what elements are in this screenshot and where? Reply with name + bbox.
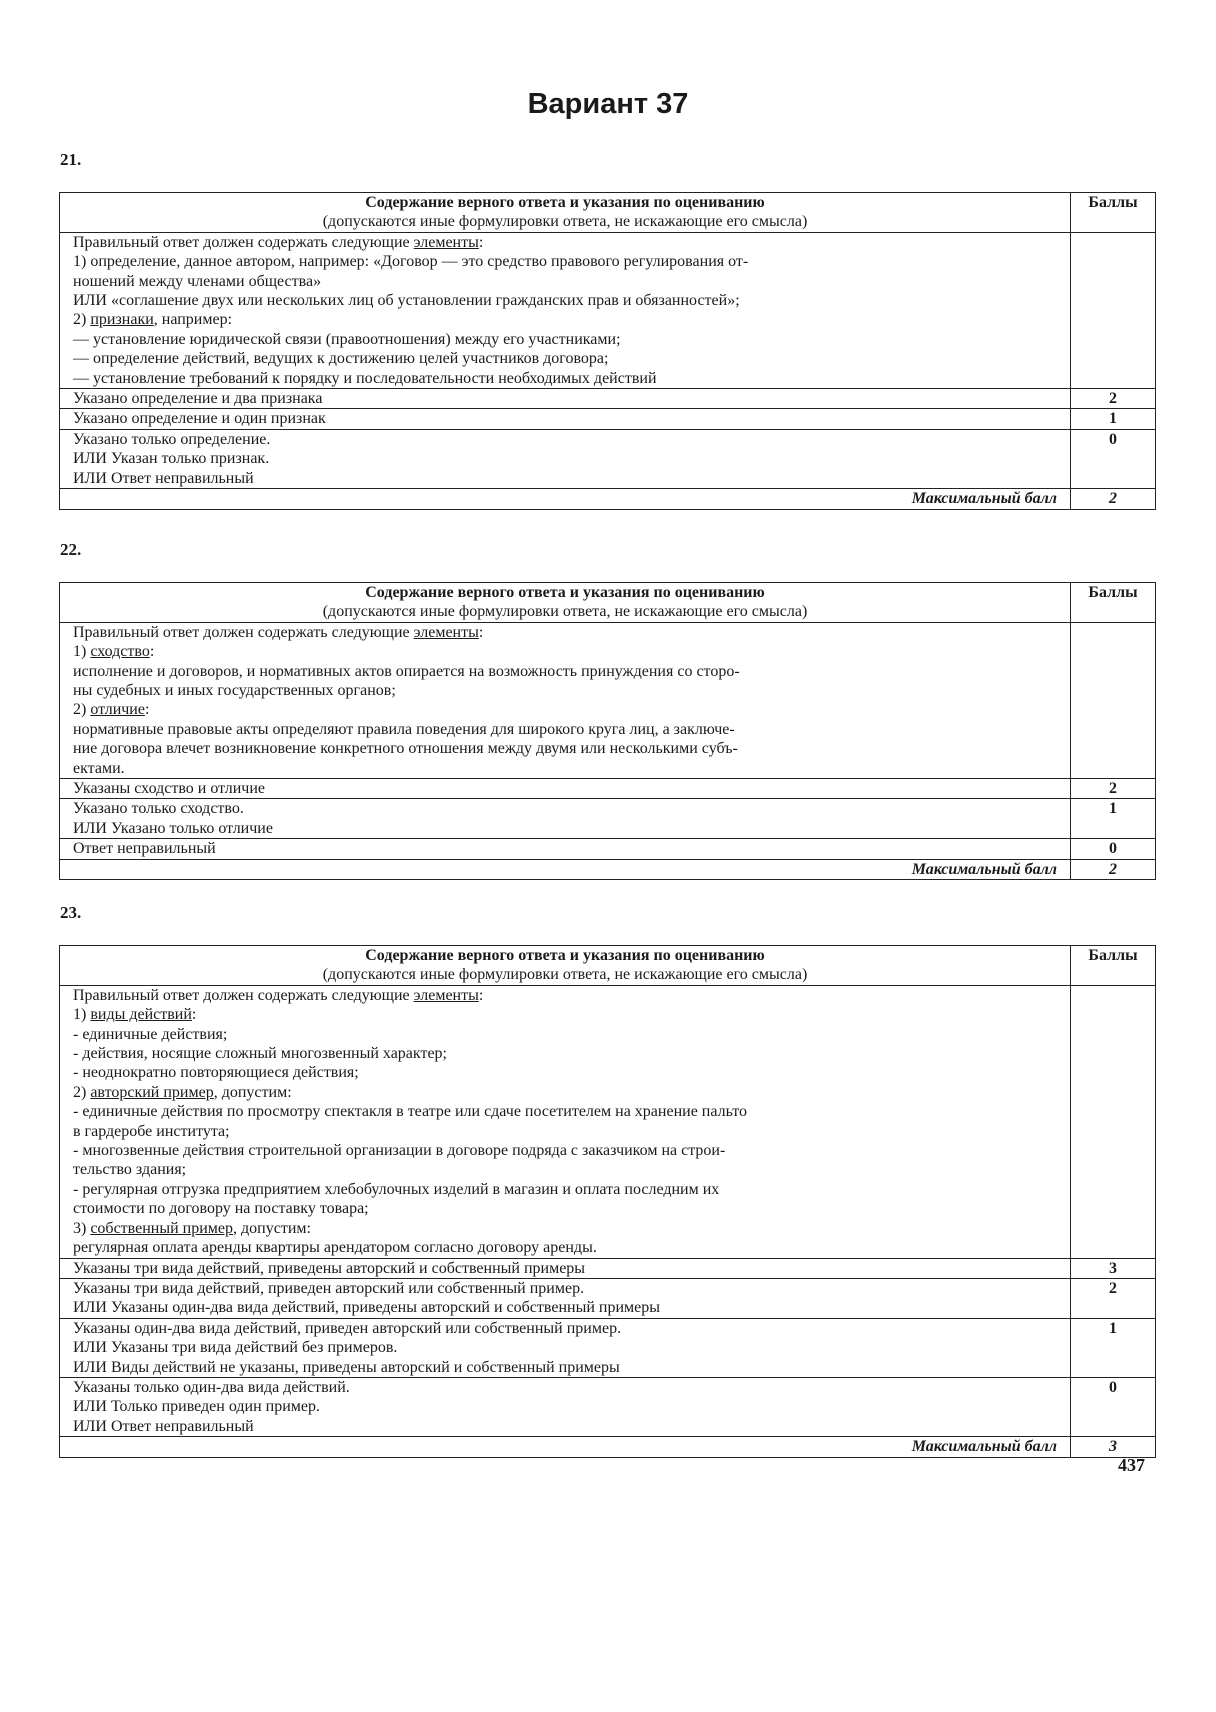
criteria-cell — [60, 1258, 1071, 1278]
content-line — [73, 1025, 1057, 1044]
criteria-line: Указаны три вида действий, приведен авторский или собственный пример. — [73, 1279, 585, 1297]
text-segment: , например: — [153, 311, 233, 329]
criteria-line: ИЛИ Указаны один-два вида действий, приведены авторский и собственный примеры — [73, 1299, 660, 1317]
score-value: 2 — [1071, 389, 1156, 409]
criteria-line: ИЛИ Указан только признак. — [73, 450, 270, 468]
content-line — [73, 330, 1057, 349]
content-line — [73, 1083, 1057, 1102]
criteria-cell — [60, 1318, 1071, 1377]
empty-score-cell — [1071, 985, 1156, 1258]
underlined-term: элементы — [413, 233, 479, 251]
content-line — [73, 272, 1057, 291]
scoring-table-22 — [59, 582, 1156, 880]
answer-content-row — [60, 232, 1156, 388]
header-score-cell: Баллы — [1071, 583, 1156, 623]
text-segment: - единичные действия; — [73, 1025, 228, 1043]
table-header-row — [60, 583, 1156, 623]
text-segment: : — [478, 623, 484, 641]
table-header-row — [60, 946, 1156, 986]
content-line — [73, 642, 1057, 661]
criteria-line: Указаны три вида действий, приведены авторский и собственный примеры — [73, 1259, 586, 1277]
question-number: 21. — [60, 150, 82, 169]
underlined-term: собственный пример — [90, 1219, 234, 1237]
criteria-line: ИЛИ Указаны три вида действий без примеров. — [73, 1339, 398, 1357]
criteria-row — [60, 1278, 1156, 1318]
criteria-row — [60, 1318, 1156, 1377]
content-line — [73, 1122, 1057, 1141]
header-content-cell — [60, 193, 1071, 233]
max-score-row — [60, 1437, 1156, 1457]
scoring-table-21 — [59, 192, 1156, 510]
text-segment: — установление юридической связи (правоотношения) между его участниками; — [73, 330, 621, 348]
text-segment: - действия, носящие сложный многозвенный характер; — [73, 1045, 447, 1063]
header-title: Содержание верного ответа и указания по оцениванию — [365, 947, 765, 964]
content-line — [73, 739, 1057, 758]
text-segment: 1) определение, данное автором, например: «Договор — это средство правового регулирования от- — [73, 253, 749, 271]
text-segment: : — [478, 986, 484, 1004]
underlined-term: отличие — [90, 701, 145, 719]
max-score-value: 3 — [1071, 1437, 1156, 1457]
score-value: 1 — [1071, 799, 1156, 839]
criteria-cell — [60, 1278, 1071, 1318]
score-value: 2 — [1071, 779, 1156, 799]
content-line — [73, 349, 1057, 368]
content-line — [73, 662, 1057, 681]
text-segment: - единичные действия по просмотру спектакля в театре или сдаче посетителем на хранение пальто — [73, 1103, 748, 1121]
text-segment: 1) — [73, 1006, 91, 1024]
text-segment: : — [191, 1006, 197, 1024]
text-segment: стоимости по договору на поставку товара; — [73, 1200, 369, 1218]
max-score-value: 2 — [1071, 859, 1156, 879]
text-segment: 3) — [73, 1219, 91, 1237]
table-header-row — [60, 193, 1156, 233]
answer-content-cell — [60, 622, 1071, 778]
text-segment: : — [478, 233, 484, 251]
criteria-line: Ответ неправильный — [73, 840, 216, 858]
text-segment: ектами. — [73, 759, 125, 777]
text-segment: - многозвенные действия строительной организации в договоре подряда с заказчиком на строи- — [73, 1142, 726, 1160]
text-segment: ИЛИ «соглашение двух или нескольких лиц об установлении гражданских прав и обязанностей»; — [73, 292, 740, 310]
criteria-row — [60, 1258, 1156, 1278]
text-segment: Правильный ответ должен содержать следующие — [73, 233, 414, 251]
text-segment: 2) — [73, 1083, 91, 1101]
content-line — [73, 369, 1057, 388]
max-score-label: Максимальный балл — [60, 859, 1071, 879]
content-line — [73, 1160, 1057, 1179]
underlined-term: элементы — [413, 623, 479, 641]
criteria-line: Указано только сходство. — [73, 800, 244, 818]
text-segment: 2) — [73, 701, 91, 719]
max-score-row — [60, 489, 1156, 509]
content-line — [73, 1219, 1057, 1238]
criteria-cell — [60, 429, 1071, 488]
criteria-row — [60, 389, 1156, 409]
content-line — [73, 1141, 1057, 1160]
content-line — [73, 1180, 1057, 1199]
header-content-cell — [60, 946, 1071, 986]
content-line — [73, 1044, 1057, 1063]
content-line — [73, 700, 1057, 719]
criteria-row — [60, 779, 1156, 799]
criteria-cell — [60, 839, 1071, 859]
text-segment: в гардеробе института; — [73, 1122, 230, 1140]
criteria-line: Указано определение и два признака — [73, 390, 323, 408]
header-score-cell: Баллы — [1071, 946, 1156, 986]
criteria-cell — [60, 1377, 1071, 1436]
score-value: 1 — [1071, 1318, 1156, 1377]
text-segment: — определение действий, ведущих к достижению целей участников договора; — [73, 350, 609, 368]
criteria-cell — [60, 799, 1071, 839]
text-segment: , допустим: — [213, 1083, 292, 1101]
text-segment: — установление требований к порядку и последовательности необходимых действий — [73, 369, 657, 387]
header-subtitle: (допускаются иные формулировки ответа, не искажающие его смысла) — [322, 966, 808, 984]
text-segment: нормативные правовые акты определяют правила поведения для широкого круга лиц, а заключе- — [73, 720, 735, 738]
text-segment: : — [149, 643, 155, 661]
content-line — [73, 1005, 1057, 1024]
underlined-term: элементы — [413, 986, 479, 1004]
text-segment: регулярная оплата аренды квартиры арендатором согласно договору аренды. — [73, 1239, 597, 1257]
criteria-cell — [60, 389, 1071, 409]
text-segment: : — [144, 701, 150, 719]
header-subtitle: (допускаются иные формулировки ответа, не искажающие его смысла) — [322, 603, 808, 621]
criteria-line: Указаны только один-два вида действий. — [73, 1378, 350, 1396]
text-segment: тельство здания; — [73, 1161, 187, 1179]
page-number: 437 — [1118, 1455, 1145, 1475]
criteria-line: Указаны сходство и отличие — [73, 780, 265, 798]
text-segment: ны судебных и иных государственных органов; — [73, 682, 396, 700]
text-segment: 2) — [73, 311, 91, 329]
criteria-line: Указаны один-два вида действий, приведен авторский или собственный пример. — [73, 1319, 622, 1337]
content-line — [73, 681, 1057, 700]
header-score-cell: Баллы — [1071, 193, 1156, 233]
criteria-line: ИЛИ Ответ неправильный — [73, 1417, 254, 1435]
criteria-cell — [60, 409, 1071, 429]
underlined-term: виды действий — [90, 1006, 192, 1024]
content-line — [73, 1063, 1057, 1082]
text-segment: Правильный ответ должен содержать следующие — [73, 986, 414, 1004]
max-score-value: 2 — [1071, 489, 1156, 509]
text-segment: ние договора влечет возникновение конкретного отношения между двумя или несколькими субъ- — [73, 740, 738, 758]
content-line — [73, 759, 1057, 778]
score-value: 1 — [1071, 409, 1156, 429]
score-value: 0 — [1071, 1377, 1156, 1436]
content-line — [73, 623, 1057, 642]
content-line — [73, 252, 1057, 271]
max-score-label: Максимальный балл — [60, 489, 1071, 509]
underlined-term: сходство — [90, 643, 150, 661]
content-line — [73, 720, 1057, 739]
header-title: Содержание верного ответа и указания по оцениванию — [365, 584, 765, 601]
content-line — [73, 310, 1057, 329]
criteria-row — [60, 1377, 1156, 1436]
criteria-line: ИЛИ Ответ неправильный — [73, 469, 254, 487]
answer-content-row — [60, 622, 1156, 778]
score-value: 2 — [1071, 1278, 1156, 1318]
max-score-row — [60, 859, 1156, 879]
criteria-line: Указано только определение. — [73, 430, 271, 448]
content-line — [73, 233, 1057, 252]
text-segment: ношений между членами общества» — [73, 272, 322, 290]
criteria-row — [60, 799, 1156, 839]
empty-score-cell — [1071, 622, 1156, 778]
empty-score-cell — [1071, 232, 1156, 388]
answer-content-cell — [60, 985, 1071, 1258]
max-score-label: Максимальный балл — [60, 1437, 1071, 1457]
question-number: 22. — [60, 540, 82, 559]
score-value: 0 — [1071, 839, 1156, 859]
text-segment: исполнение и договоров, и нормативных актов опирается на возможность принуждения со сторо- — [73, 662, 740, 680]
text-segment: Правильный ответ должен содержать следующие — [73, 623, 414, 641]
header-content-cell — [60, 583, 1071, 623]
score-value: 0 — [1071, 429, 1156, 488]
score-value: 3 — [1071, 1258, 1156, 1278]
answer-content-cell — [60, 232, 1071, 388]
scoring-table-23 — [59, 945, 1156, 1458]
criteria-line: ИЛИ Только приведен один пример. — [73, 1398, 320, 1416]
text-segment: - неоднократно повторяющиеся действия; — [73, 1064, 359, 1082]
underlined-term: авторский пример — [90, 1083, 214, 1101]
content-line — [73, 1238, 1057, 1257]
page-title: Вариант 37 — [527, 88, 689, 120]
criteria-line: Указано определение и один признак — [73, 410, 326, 428]
answer-content-row — [60, 985, 1156, 1258]
text-segment: - регулярная отгрузка предприятием хлебобулочных изделий в магазин и оплата последним их — [73, 1180, 720, 1198]
criteria-line: ИЛИ Указано только отличие — [73, 819, 273, 837]
criteria-row — [60, 409, 1156, 429]
criteria-line: ИЛИ Виды действий не указаны, приведены авторский и собственный примеры — [73, 1358, 620, 1376]
header-title: Содержание верного ответа и указания по оцениванию — [365, 194, 765, 211]
criteria-cell — [60, 779, 1071, 799]
content-line — [73, 1199, 1057, 1218]
content-line — [73, 1102, 1057, 1121]
underlined-term: признаки — [90, 311, 154, 329]
content-line — [73, 291, 1057, 310]
content-line — [73, 986, 1057, 1005]
text-segment: 1) — [73, 643, 91, 661]
header-subtitle: (допускаются иные формулировки ответа, не искажающие его смысла) — [322, 213, 808, 231]
criteria-row — [60, 839, 1156, 859]
text-segment: , допустим: — [233, 1219, 311, 1237]
question-number: 23. — [60, 903, 82, 922]
criteria-row — [60, 429, 1156, 488]
